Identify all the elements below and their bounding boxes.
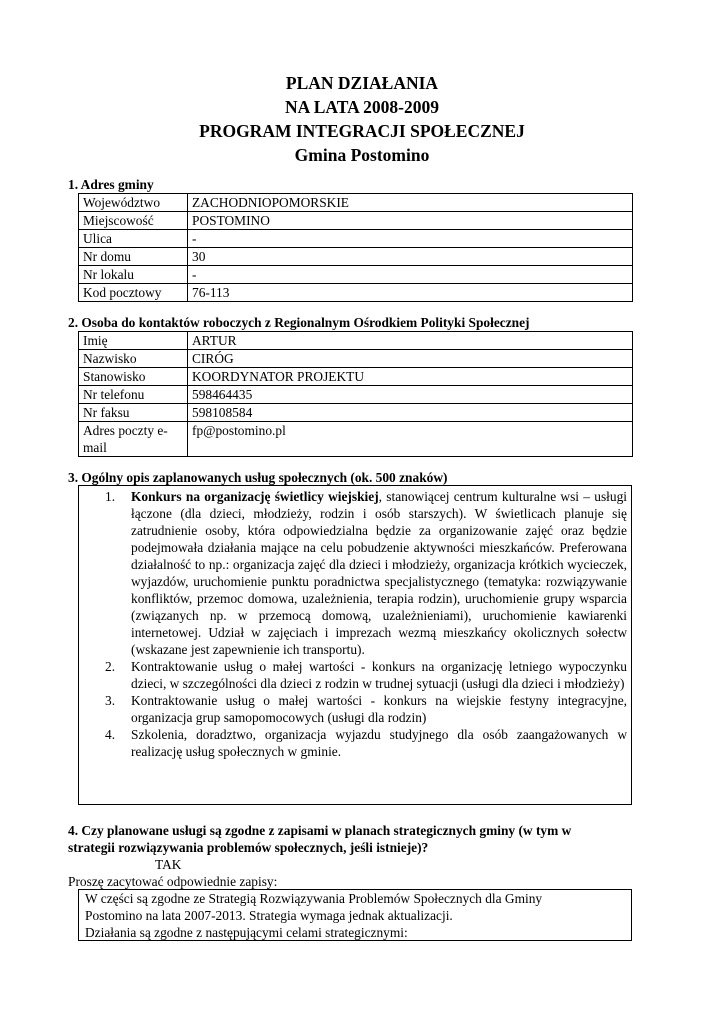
table-row xyxy=(79,248,633,266)
document-title xyxy=(0,71,724,167)
services-list xyxy=(83,488,627,760)
table-row xyxy=(79,332,633,350)
contact-value: ARTUR xyxy=(188,332,633,350)
address-value: 30 xyxy=(188,248,633,266)
services-description-box xyxy=(78,485,632,805)
table-row xyxy=(79,422,633,457)
list-item xyxy=(83,726,627,760)
table-row xyxy=(79,350,633,368)
list-item-bold: Konkurs na organizację świetlicy wiejskiej xyxy=(131,489,379,504)
list-item-text: Szkolenia, doradztwo, organizacja wyjazdu studyjnego dla osób zaangażowanych w realizację usług społecznych w gminie. xyxy=(131,727,627,759)
section-2-heading: 2. Osoba do kontaktów roboczych z Regionalnym Ośrodkiem Polityki Społecznej xyxy=(68,315,530,330)
address-label: Kod pocztowy xyxy=(79,284,188,302)
compliance-answer: TAK xyxy=(155,857,182,872)
contact-label: Nazwisko xyxy=(79,350,188,368)
list-item-number: 2. xyxy=(105,659,116,674)
list-item-number: 1. xyxy=(105,489,116,504)
list-item xyxy=(83,692,627,726)
table-row xyxy=(79,212,633,230)
list-item xyxy=(83,658,627,692)
address-value: - xyxy=(188,230,633,248)
address-label: Ulica xyxy=(79,230,188,248)
address-value: - xyxy=(188,266,633,284)
contact-label: Imię xyxy=(79,332,188,350)
list-item-text: , stanowiącej centrum kulturalne wsi – usługi łączone (dla dzieci, młodzieży, rodzin i osób starszych). W świetlicach planuje się zatrudnienie osoby, która odpowiedzialna będzie za organizowanie zajęć oraz będzie podejmowała działania mające na celu pobudzenie aktywności mieszkańców. Preferowana działalność to np.: organizacja zajęć dla dzieci i młodzieży, organizacja krótkich wycieczek, wyjazdów, uruchomienie punktu poradnictwa specjalistycznego (tematyka: rozwiązywanie konfliktów, przemoc domowa, uzależnienia, terapia rodzin), uruchomienie grupy wsparcia (związanych np. w przemocą domową, uzależnieniami), uruchomienie kawiarenki internetowej. Udział w zajęciach i imprezach wezmą mieszkańcy okolicznych sołectw (wskazane jest zapewnienie ich transportu). xyxy=(131,489,627,657)
table-row xyxy=(79,404,633,422)
table-row xyxy=(79,284,633,302)
title-line-3: PROGRAM INTEGRACJI SPOŁECZNEJ xyxy=(199,121,525,141)
table-row xyxy=(79,266,633,284)
list-item-text: Kontraktowanie usług o małej wartości - konkurs na wiejskie festyny integracyjne, organizacja grup samopomocowych (usługi dla rodzin) xyxy=(131,693,627,725)
contact-label: Stanowisko xyxy=(79,368,188,386)
section-1-heading: 1. Adres gminy xyxy=(68,177,154,192)
quote-line-2: Postomino na lata 2007-2013. Strategia wymaga jednak aktualizacji. xyxy=(85,908,453,923)
quote-line-1: W części są zgodne ze Strategią Rozwiązywania Problemów Społecznych dla Gminy xyxy=(85,891,543,906)
address-value: 76-113 xyxy=(188,284,633,302)
list-item-text: Kontraktowanie usług o małej wartości - konkurs na organizację letniego wypoczynku dzieci, w szczególności dla dzieci z rodzin w trudnej sytuacji (usługi dla dzieci i młodzieży) xyxy=(131,659,627,691)
contact-label: Adres poczty e-mail xyxy=(79,422,188,457)
contact-table xyxy=(78,331,633,457)
title-line-2: NA LATA 2008-2009 xyxy=(285,97,439,117)
list-item-number: 4. xyxy=(105,727,116,742)
section-4-heading-line-1: 4. Czy planowane usługi są zgodne z zapisami w planach strategicznych gminy (w tym w xyxy=(68,823,572,838)
table-row xyxy=(79,368,633,386)
address-label: Miejscowość xyxy=(79,212,188,230)
address-label: Nr domu xyxy=(79,248,188,266)
section-4-heading-line-2: strategii rozwiązywania problemów społecznych, jeśli istnieje)? xyxy=(68,840,429,855)
contact-value: 598464435 xyxy=(188,386,633,404)
quote-line-3: Działania są zgodne z następującymi celami strategicznymi: xyxy=(85,925,408,940)
address-table xyxy=(78,193,633,302)
contact-label: Nr telefonu xyxy=(79,386,188,404)
address-label: Nr lokalu xyxy=(79,266,188,284)
contact-label: Nr faksu xyxy=(79,404,188,422)
table-row xyxy=(79,230,633,248)
address-value: ZACHODNIOPOMORSKIE xyxy=(188,194,633,212)
address-label: Województwo xyxy=(79,194,188,212)
table-row xyxy=(79,386,633,404)
contact-value: 598108584 xyxy=(188,404,633,422)
strategy-quote-box xyxy=(78,889,632,941)
title-line-4: Gmina Postomino xyxy=(294,145,430,165)
contact-value: KOORDYNATOR PROJEKTU xyxy=(188,368,633,386)
title-line-1: PLAN DZIAŁANIA xyxy=(285,73,439,93)
table-row xyxy=(79,194,633,212)
address-value: POSTOMINO xyxy=(188,212,633,230)
section-3-heading: 3. Ogólny opis zaplanowanych usług społecznych (ok. 500 znaków) xyxy=(68,470,448,485)
quote-prompt: Proszę zacytować odpowiednie zapisy: xyxy=(68,874,278,889)
contact-value: fp@postomino.pl xyxy=(188,422,633,457)
list-item xyxy=(83,488,627,658)
list-item-number: 3. xyxy=(105,693,116,708)
contact-value: CIRÓG xyxy=(188,350,633,368)
